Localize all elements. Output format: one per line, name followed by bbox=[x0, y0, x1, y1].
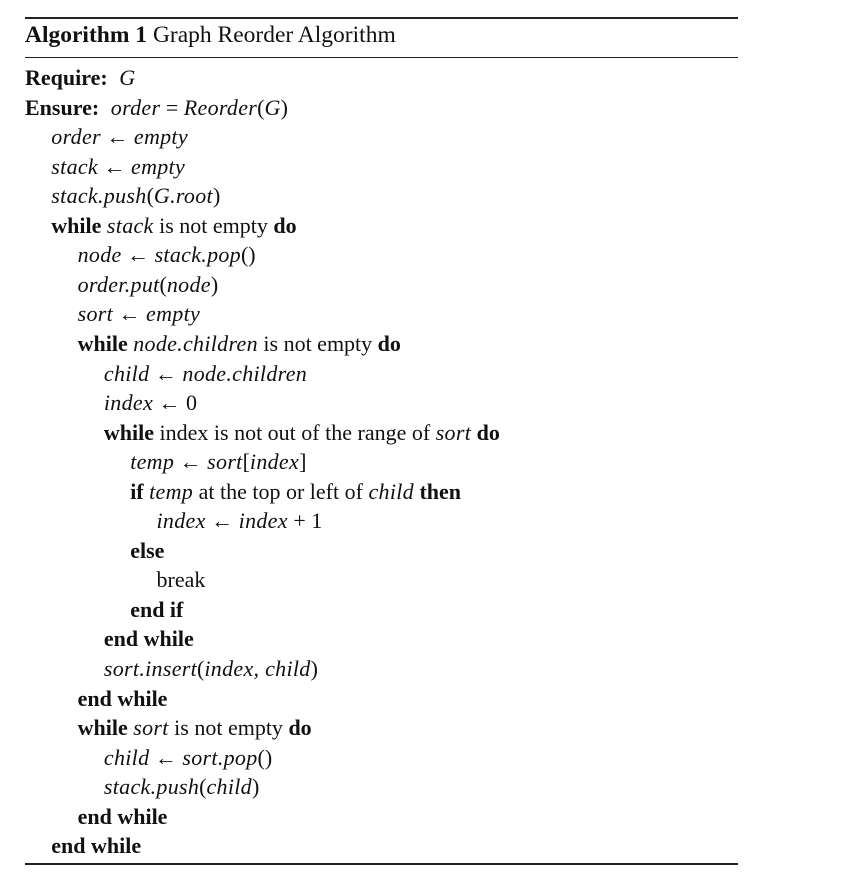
text: ← bbox=[205, 508, 239, 534]
keyword: while bbox=[77, 715, 128, 741]
algorithm-line bbox=[51, 122, 188, 152]
math-text: index bbox=[156, 508, 206, 534]
text: at the top or left of bbox=[193, 478, 369, 504]
math-text: sort.pop bbox=[182, 744, 258, 770]
math-text: sort.insert bbox=[103, 656, 198, 681]
math-text: index bbox=[249, 449, 300, 475]
math-text: stack.push bbox=[51, 183, 147, 209]
math-text: child bbox=[103, 744, 150, 770]
math-text: G bbox=[264, 94, 281, 120]
text: = bbox=[160, 94, 184, 120]
text: ) bbox=[251, 774, 260, 800]
math-text: stack bbox=[106, 212, 154, 238]
math-text: empty bbox=[133, 124, 188, 150]
algorithm-line bbox=[78, 684, 168, 714]
algorithm-line bbox=[51, 831, 141, 861]
algorithm-line bbox=[104, 743, 272, 773]
algorithm-line bbox=[104, 772, 259, 802]
text: ← bbox=[113, 301, 147, 327]
math-text: index bbox=[103, 390, 154, 416]
math-text: order bbox=[51, 124, 101, 150]
math-text: order bbox=[99, 94, 161, 120]
text: ) bbox=[310, 656, 318, 681]
text: ( bbox=[199, 774, 207, 800]
algorithm-line bbox=[104, 418, 500, 448]
keyword: do bbox=[476, 419, 500, 445]
math-text: stack.pop bbox=[154, 242, 241, 268]
math-text: stack.push bbox=[103, 774, 200, 800]
text: ← bbox=[149, 360, 183, 386]
math-text: temp bbox=[130, 449, 175, 475]
top-rule bbox=[25, 17, 738, 19]
math-text: index bbox=[238, 508, 288, 534]
keyword: end while bbox=[51, 833, 142, 859]
text: ) bbox=[280, 94, 288, 120]
text: [ bbox=[242, 449, 250, 475]
keyword: end if bbox=[130, 596, 184, 622]
keyword: end while bbox=[77, 685, 168, 711]
text: ( bbox=[257, 94, 265, 120]
algorithm-line bbox=[157, 506, 323, 536]
keyword: if bbox=[130, 478, 144, 504]
text: ← 0 bbox=[153, 390, 198, 416]
text: ( bbox=[197, 656, 205, 681]
math-text: order.put bbox=[77, 271, 160, 297]
algorithm-line bbox=[104, 359, 307, 389]
algorithm-line bbox=[51, 152, 185, 182]
math-text: sort bbox=[77, 301, 114, 327]
algorithm-line bbox=[104, 654, 318, 684]
text: is not empty bbox=[168, 715, 289, 741]
algorithm-line bbox=[130, 447, 306, 477]
algorithm-line bbox=[51, 211, 296, 241]
math-text: index, child bbox=[204, 656, 311, 681]
math-text: empty bbox=[131, 153, 186, 179]
bottom-rule bbox=[25, 863, 738, 865]
math-text: node bbox=[166, 271, 211, 297]
algorithm-caption bbox=[25, 22, 396, 49]
algorithm-line bbox=[104, 624, 194, 654]
algorithm-line bbox=[51, 181, 220, 211]
algorithm-line bbox=[157, 565, 206, 595]
text: ← bbox=[121, 242, 155, 268]
keyword: then bbox=[419, 478, 462, 504]
algorithm-line bbox=[78, 802, 168, 832]
text: break bbox=[156, 567, 206, 593]
algorithm-line bbox=[25, 93, 288, 123]
math-text: G.root bbox=[153, 183, 213, 209]
keyword: else bbox=[130, 537, 165, 563]
algorithm-line bbox=[130, 536, 164, 566]
caption-rule bbox=[25, 57, 738, 58]
text: ( bbox=[159, 271, 167, 297]
math-text: temp bbox=[149, 478, 194, 504]
algorithm-line bbox=[25, 63, 136, 93]
algorithm-line bbox=[130, 477, 461, 507]
math-text: sort bbox=[133, 715, 169, 741]
math-text: G bbox=[107, 65, 136, 90]
algorithm-line bbox=[78, 299, 200, 329]
math-text: sort bbox=[435, 419, 472, 445]
text: is not empty bbox=[257, 330, 378, 356]
keyword: end while bbox=[103, 626, 194, 652]
text: ← bbox=[174, 449, 208, 475]
text: ] bbox=[299, 449, 307, 475]
keyword: while bbox=[51, 212, 102, 238]
math-text: child bbox=[206, 774, 252, 800]
math-text: empty bbox=[146, 301, 201, 327]
math-text: node.children bbox=[133, 330, 258, 356]
text: is not empty bbox=[153, 212, 274, 238]
keyword: do bbox=[377, 330, 401, 356]
text: ← bbox=[100, 124, 134, 150]
keyword: do bbox=[288, 715, 312, 741]
math-text: stack bbox=[51, 153, 98, 179]
algorithm-line bbox=[78, 270, 219, 300]
algorithm-line bbox=[104, 388, 197, 418]
algorithm-label: Algorithm 1 bbox=[25, 22, 148, 48]
algorithm-line bbox=[78, 713, 312, 743]
algorithm-line bbox=[78, 329, 401, 359]
math-text: child bbox=[103, 360, 150, 386]
math-text: child bbox=[368, 478, 414, 504]
keyword: Require: bbox=[25, 65, 108, 90]
math-text: sort bbox=[207, 449, 243, 475]
keyword: while bbox=[103, 419, 155, 445]
text: + 1 bbox=[287, 508, 323, 534]
text: ( bbox=[146, 183, 154, 209]
text: () bbox=[257, 744, 273, 770]
keyword: do bbox=[273, 212, 297, 238]
text: () bbox=[240, 242, 256, 268]
algorithm-title: Graph Reorder Algorithm bbox=[152, 22, 396, 48]
text: ) bbox=[212, 183, 221, 209]
text: ← bbox=[98, 153, 131, 179]
text: ← bbox=[149, 744, 183, 770]
keyword: while bbox=[77, 330, 128, 356]
algorithm-line bbox=[130, 595, 183, 625]
text: ) bbox=[210, 271, 219, 297]
text: index is not out of the range of bbox=[154, 419, 436, 445]
keyword: end while bbox=[77, 803, 168, 829]
math-text: node bbox=[77, 242, 122, 268]
keyword: Ensure: bbox=[25, 94, 100, 120]
algorithm-line bbox=[78, 240, 256, 270]
math-text: Reorder bbox=[183, 94, 258, 120]
math-text: node.children bbox=[182, 360, 308, 386]
